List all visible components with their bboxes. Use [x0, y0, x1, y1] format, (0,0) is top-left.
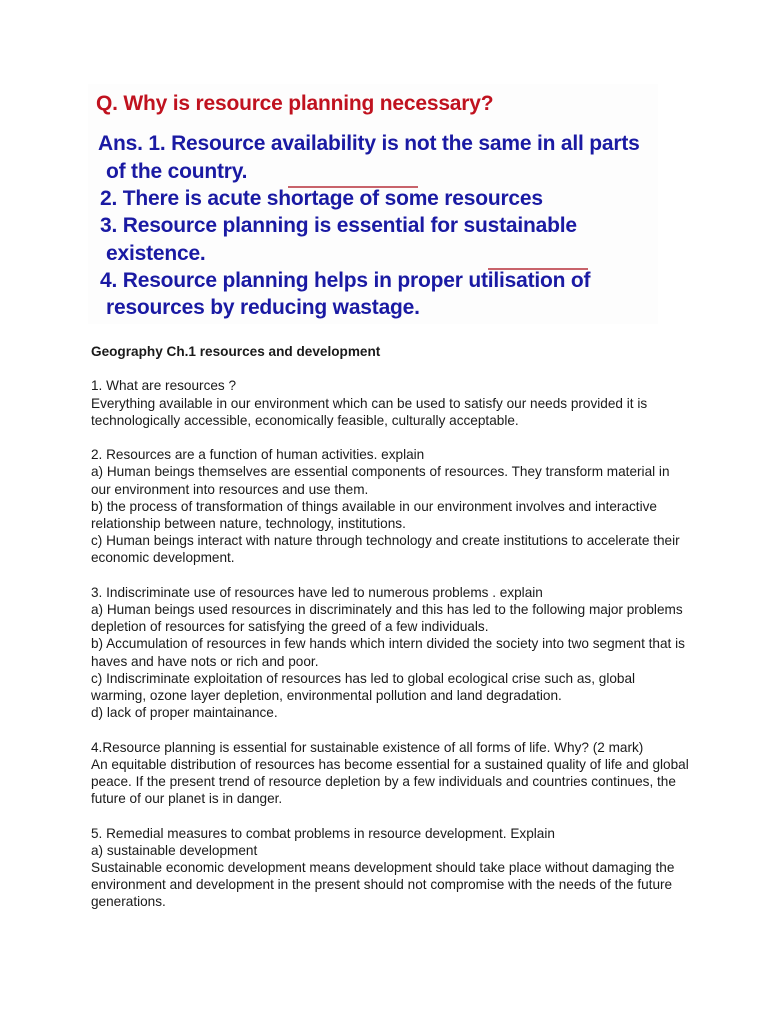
document-body — [91, 343, 691, 911]
banner-question: Q. Why is resource planning necessary? — [96, 92, 494, 115]
question-block — [91, 739, 691, 808]
answer-text: b) Accumulation of resources in few hands which intern divided the society into two segment that is haves and have nots or rich and poor. — [91, 636, 685, 669]
question-block — [91, 584, 691, 722]
answer-text: d) lack of proper maintainance. — [91, 705, 278, 721]
question-heading: 4.Resource planning is essential for sustainable existence of all forms of life. Why? (2 mark) — [91, 739, 644, 755]
banner-answer-line: of the country. — [106, 160, 248, 183]
answer-image-banner — [88, 84, 658, 324]
answer-text: c) Indiscriminate exploitation of resources has led to global ecological crise such as, global warming, ozone layer depletion, environmental pollution and land degradation. — [91, 670, 636, 704]
answer-text: Sustainable economic development means development should take place without damaging the environment and development in the present should not compromise with the needs of the future generations. — [91, 860, 675, 910]
banner-answer-line: existence. — [106, 242, 206, 265]
banner-answer-line: 3. Resource planning is essential for sustainable — [100, 214, 577, 237]
question-block — [91, 377, 691, 429]
banner-answer-line: resources by reducing wastage. — [106, 296, 420, 319]
answer-text: a) Human beings used resources in discriminately and this has led to the following major problems depletion of resources for satisfying the greed of a few individuals. — [91, 602, 683, 635]
banner-answer-line: 4. Resource planning helps in proper utilisation of — [100, 269, 591, 292]
document-title: Geography Ch.1 resources and development — [91, 344, 381, 359]
pen-underline-mark — [288, 186, 418, 188]
question-heading: 3. Indiscriminate use of resources have led to numerous problems . explain — [91, 584, 543, 600]
answer-text: Everything available in our environment which can be used to satisfy our needs provided it is technologically accessible, economically feasible, culturally acceptable. — [91, 395, 648, 428]
question-block — [91, 825, 691, 911]
question-block — [91, 446, 691, 566]
banner-answer-line: Ans. 1. Resource availability is not the same in all parts — [98, 132, 640, 155]
question-heading: 5. Remedial measures to combat problems in resource development. Explain — [91, 825, 555, 841]
answer-text: An equitable distribution of resources has become essential for a sustained quality of life and global peace. If the present trend of resource depletion by a few individuals and countries continues, the future of our planet is in danger. — [91, 756, 689, 807]
question-heading: 2. Resources are a function of human activities. explain — [91, 447, 425, 463]
pen-underline-mark — [488, 268, 588, 270]
answer-text: a) Human beings themselves are essential components of resources. They transform material in our environment into resources and use them. — [91, 464, 670, 497]
answer-text: a) sustainable development — [91, 842, 258, 858]
answer-text: b) the process of transformation of things available in our environment involves and interactive relationship between nature, technology, institutions. — [91, 498, 657, 531]
answer-text: c) Human beings interact with nature through technology and create institutions to accelerate their economic development. — [91, 533, 680, 566]
banner-answer-line: 2. There is acute shortage of some resources — [100, 187, 543, 210]
question-heading: 1. What are resources ? — [91, 378, 237, 394]
